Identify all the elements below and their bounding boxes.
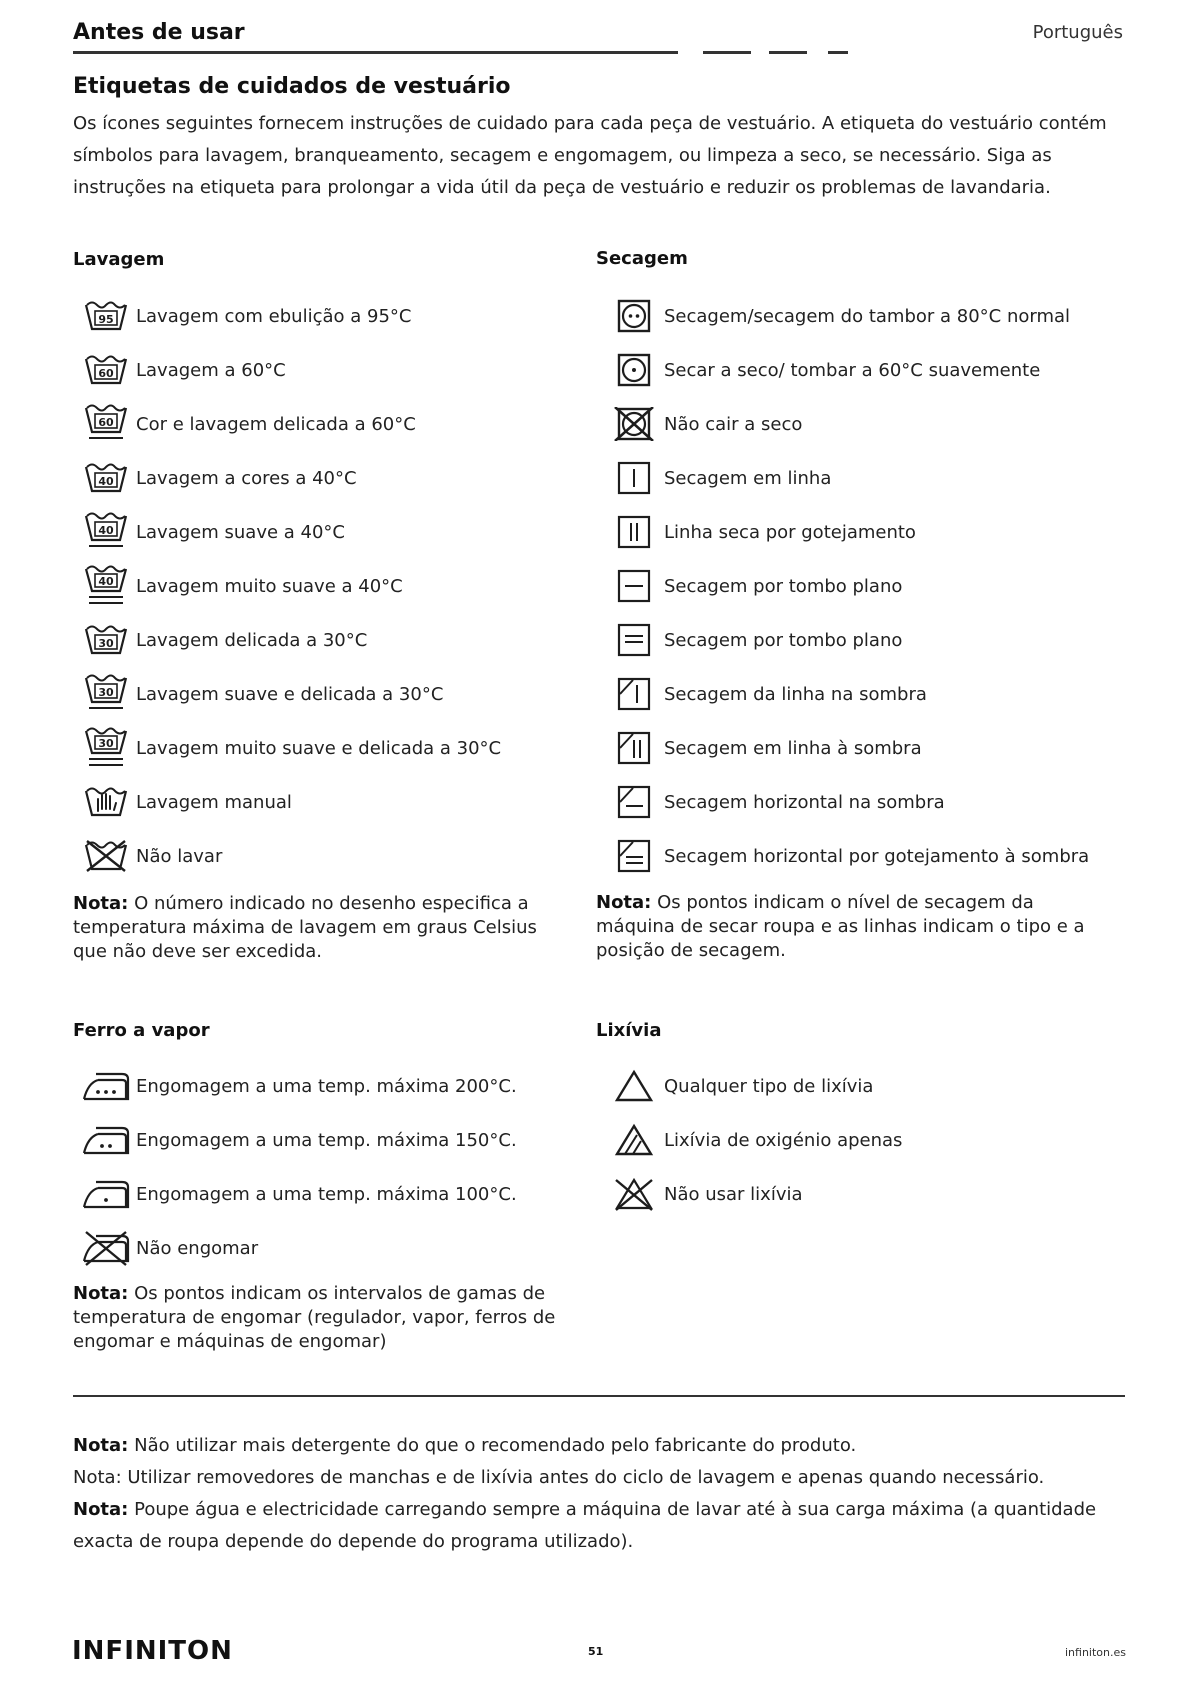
- do-not-tumble-dry-icon: [610, 402, 658, 446]
- washing-item: [82, 726, 501, 770]
- drying-heading: Secagem: [596, 248, 688, 269]
- washing-label: Lavagem a cores a 40°C: [136, 467, 357, 489]
- header-rule: [73, 51, 678, 54]
- note-text: O número indicado no desenho especifica a temperatura máxima de lavagem em graus Celsius que não deve ser excedida.: [73, 893, 537, 962]
- drying-label: Secagem horizontal na sombra: [664, 791, 945, 813]
- washing-item: [82, 402, 416, 446]
- bleach-item: [610, 1172, 803, 1216]
- oxygen-bleach-icon: [610, 1118, 658, 1162]
- washing-item: [82, 780, 292, 824]
- wash-30-very-gentle-icon: [82, 726, 130, 770]
- wash-40-icon: [82, 456, 130, 500]
- drying-item: [610, 564, 902, 608]
- page-number: 51: [588, 1645, 604, 1658]
- drying-item: [610, 510, 916, 554]
- ironing-item: [82, 1118, 517, 1162]
- washing-label: Lavagem suave e delicada a 30°C: [136, 683, 444, 705]
- washing-label: Lavagem a 60°C: [136, 359, 286, 381]
- do-not-bleach-icon: [610, 1172, 658, 1216]
- bleach-item: [610, 1064, 873, 1108]
- wash-40-gentle-icon: [82, 510, 130, 554]
- svg-text:40: 40: [98, 475, 114, 488]
- washing-note: [73, 892, 573, 964]
- svg-text:30: 30: [98, 686, 114, 699]
- drying-label: Secagem por tombo plano: [664, 575, 903, 597]
- do-not-wash-icon: [82, 834, 130, 878]
- washing-item: [82, 564, 403, 608]
- line-dry-shade-icon: [610, 672, 658, 716]
- ironing-label: Não engomar: [136, 1237, 259, 1259]
- drip-dry-shade-icon: [610, 726, 658, 770]
- intro-paragraph: Os ícones seguintes fornecem instruções de cuidado para cada peça de vestuário. A etiqueta do vestuário contém símbolos para lavagem, branqueamento, secagem e engomagem, ou limpeza a seco, se necessário. Siga as instruções na etiqueta para prolongar a vida útil da peça de vestuário e reduzir os problemas de lavandaria.: [73, 113, 1107, 198]
- bleach-label: Lixívia de oxigénio apenas: [664, 1129, 903, 1151]
- washing-label: Cor e lavagem delicada a 60°C: [136, 413, 416, 435]
- note-label: Nota:: [73, 893, 129, 914]
- bleach-label: Qualquer tipo de lixívia: [664, 1075, 874, 1097]
- dry-flat-icon: [610, 564, 658, 608]
- note-label: Nota:: [596, 892, 652, 913]
- header-title: Antes de usar: [73, 20, 245, 45]
- washing-label: Lavagem suave a 40°C: [136, 521, 345, 543]
- drip-dry-icon: [610, 510, 658, 554]
- washing-item: [82, 348, 286, 392]
- svg-text:30: 30: [98, 737, 114, 750]
- washing-label: Lavagem delicada a 30°C: [136, 629, 368, 651]
- washing-label: Lavagem manual: [136, 791, 292, 813]
- bottom-note-2: Nota: Utilizar removedores de manchas e de lixívia antes do ciclo de lavagem e apenas quando necessário.: [73, 1467, 1045, 1488]
- bleach-item: [610, 1118, 902, 1162]
- drying-label: Secagem em linha: [664, 467, 832, 489]
- svg-text:40: 40: [98, 575, 114, 588]
- drip-flat-shade-icon: [610, 834, 658, 878]
- ironing-note: [73, 1282, 583, 1354]
- ironing-item: [82, 1226, 258, 1270]
- ironing-label: Engomagem a uma temp. máxima 200°C.: [136, 1075, 517, 1097]
- note-label: Nota:: [73, 1283, 129, 1304]
- drying-item: [610, 456, 831, 500]
- wash-60-icon: [82, 348, 130, 392]
- ironing-item: [82, 1172, 517, 1216]
- washing-item: [82, 510, 345, 554]
- ironing-item: [82, 1064, 517, 1108]
- note-text: Poupe água e electricidade carregando sempre a máquina de lavar até à sua carga máxima (a quantidade exacta de roupa depende do depende do programa utilizado).: [73, 1499, 1097, 1552]
- drying-label: Linha seca por gotejamento: [664, 521, 916, 543]
- ironing-label: Engomagem a uma temp. máxima 150°C.: [136, 1129, 517, 1151]
- ironing-heading: Ferro a vapor: [73, 1020, 210, 1041]
- bottom-notes: [73, 1430, 1133, 1558]
- note-text: Os pontos indicam os intervalos de gamas de temperatura de engomar (regulador, vapor, ferros de engomar e máquinas de engomar): [73, 1283, 556, 1352]
- header-language: Português: [1032, 22, 1123, 43]
- ironing-label: Engomagem a uma temp. máxima 100°C.: [136, 1183, 517, 1205]
- washing-label: Lavagem muito suave a 40°C: [136, 575, 403, 597]
- washing-label: Lavagem com ebulição a 95°C: [136, 305, 412, 327]
- do-not-iron-icon: [82, 1226, 130, 1270]
- wash-30-gentle-icon: [82, 672, 130, 716]
- section-title: Etiquetas de cuidados de vestuário: [73, 74, 511, 99]
- website: infiniton.es: [1065, 1646, 1126, 1659]
- tumble-dry-low-icon: [610, 348, 658, 392]
- drying-item: [610, 672, 927, 716]
- svg-text:30: 30: [98, 637, 114, 650]
- drying-label: Secagem em linha à sombra: [664, 737, 922, 759]
- hand-wash-icon: [82, 780, 130, 824]
- drying-item: [610, 780, 945, 824]
- line-dry-icon: [610, 456, 658, 500]
- note-text: Não utilizar mais detergente do que o recomendado pelo fabricante do produto.: [128, 1435, 857, 1456]
- washing-label: Não lavar: [136, 845, 223, 867]
- svg-text:60: 60: [98, 367, 114, 380]
- note-label: Nota:: [73, 1499, 129, 1520]
- washing-item: [82, 618, 367, 662]
- drying-item: [610, 402, 802, 446]
- drying-item: [610, 294, 1070, 338]
- drying-label: Secagem horizontal por gotejamento à sombra: [664, 845, 1090, 867]
- drying-label: Secagem da linha na sombra: [664, 683, 927, 705]
- drying-item: [610, 726, 922, 770]
- washing-item: [82, 456, 357, 500]
- svg-text:40: 40: [98, 524, 114, 537]
- dry-flat-shade-icon: [610, 780, 658, 824]
- brand-logo: INFINITON: [72, 1636, 233, 1666]
- tumble-dry-normal-icon: [610, 294, 658, 338]
- any-bleach-icon: [610, 1064, 658, 1108]
- page-header: [73, 20, 1123, 60]
- washing-item: [82, 834, 222, 878]
- drying-label: Secar a seco/ tombar a 60°C suavemente: [664, 359, 1041, 381]
- bottom-note-1: [73, 1430, 1133, 1462]
- note-text: Os pontos indicam o nível de secagem da máquina de secar roupa e as linhas indicam o tipo e a posição de secagem.: [596, 892, 1085, 961]
- wash-30-icon: [82, 618, 130, 662]
- bleach-label: Não usar lixívia: [664, 1183, 803, 1205]
- washing-item: [82, 294, 411, 338]
- washing-label: Lavagem muito suave e delicada a 30°C: [136, 737, 502, 759]
- bleach-heading: Lixívia: [596, 1020, 662, 1041]
- drying-item: [610, 618, 902, 662]
- wash-40-very-gentle-icon: [82, 564, 130, 608]
- header-rule-dash: [703, 51, 751, 54]
- svg-text:95: 95: [98, 313, 114, 326]
- drying-label: Secagem/secagem do tambor a 80°C normal: [664, 305, 1071, 327]
- dry-flat-drip-icon: [610, 618, 658, 662]
- svg-text:60: 60: [98, 416, 114, 429]
- header-rule-dash: [769, 51, 807, 54]
- wash-95-icon: [82, 294, 130, 338]
- bottom-note-3: [73, 1494, 1133, 1558]
- wash-60-gentle-icon: [82, 402, 130, 446]
- section-divider: [73, 1395, 1125, 1397]
- iron-low-icon: [82, 1172, 130, 1216]
- drying-item: [610, 348, 1040, 392]
- note-label: Nota:: [73, 1435, 129, 1456]
- drying-label: Secagem por tombo plano: [664, 629, 903, 651]
- iron-medium-icon: [82, 1118, 130, 1162]
- header-rule-dash: [828, 51, 848, 54]
- washing-item: [82, 672, 443, 716]
- drying-item: [610, 834, 1089, 878]
- drying-label: Não cair a seco: [664, 413, 803, 435]
- iron-high-icon: [82, 1064, 130, 1108]
- washing-heading: Lavagem: [73, 249, 165, 270]
- drying-note: [596, 891, 1096, 963]
